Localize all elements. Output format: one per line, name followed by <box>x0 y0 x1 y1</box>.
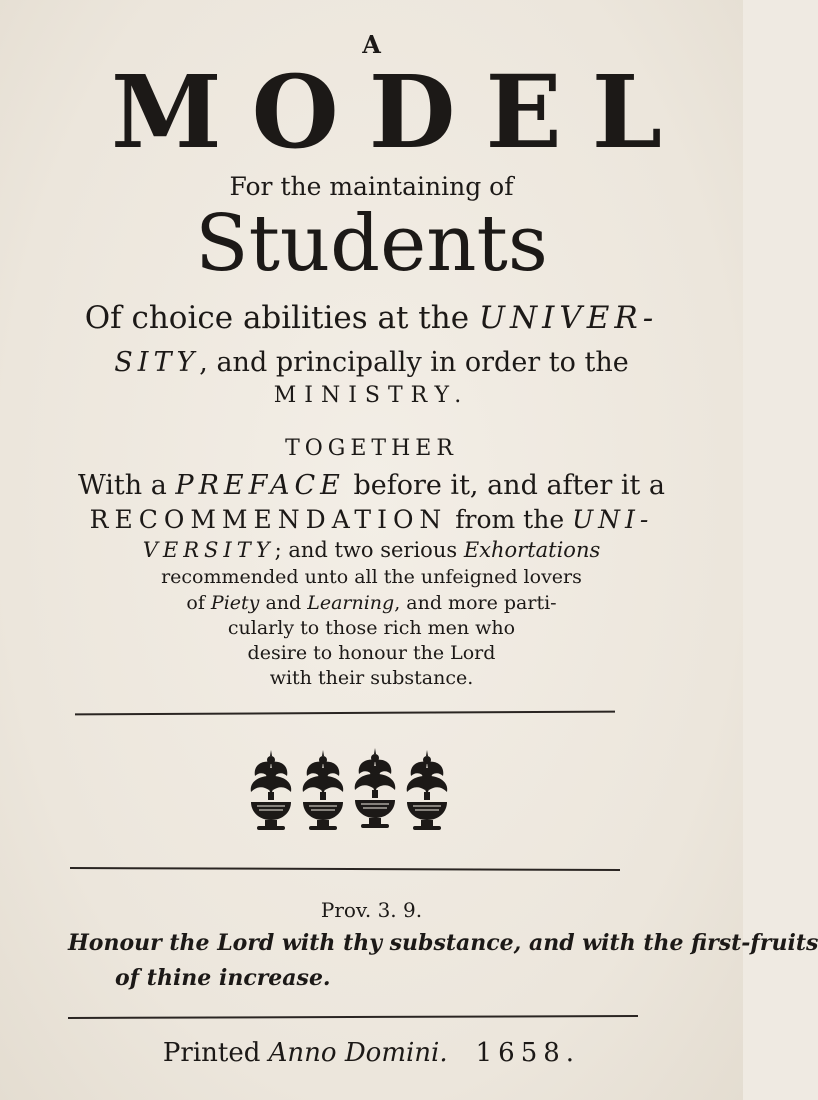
desire-line: desire to honour the Lord <box>247 642 496 664</box>
divider-rule <box>75 711 615 716</box>
piety-of: of <box>186 592 211 614</box>
piety-word: Piety <box>210 592 260 614</box>
learning-word: Learning <box>307 592 395 614</box>
imprint-year: 1658. <box>475 1038 581 1068</box>
substance-line: with their substance. <box>269 667 474 689</box>
choice-text: Of choice abilities at the <box>84 300 479 336</box>
divider-rule <box>68 1015 638 1019</box>
preface-word: PREFACE <box>175 470 345 501</box>
flower-vase-ornament-icon <box>245 740 455 840</box>
preface-line <box>0 470 743 501</box>
piety-post: , and more parti- <box>394 592 557 614</box>
scripture-line-2: of thine increase. <box>115 965 331 991</box>
recommended-line: recommended unto all the unfeigned lovers <box>161 566 582 588</box>
recommend-from: from the <box>447 505 573 534</box>
imprint-anno-domini: Anno Domini. <box>268 1038 448 1068</box>
exhortations-word: Exhortations <box>463 538 601 562</box>
piety-and: and <box>259 592 308 614</box>
imprint-printed: Printed <box>162 1038 269 1068</box>
recommend-uni: UNI- <box>572 505 654 534</box>
versity-mid: ; and two serious <box>274 538 464 562</box>
sity-rest-text: , and principally in order to the <box>199 347 629 378</box>
subtitle-sity-line <box>0 347 743 378</box>
versity-line <box>0 538 743 562</box>
witha-post: before it, and after it a <box>344 470 666 501</box>
recommendation-line <box>0 505 743 534</box>
scripture-line-1: Honour the Lord with thy substance, and with the first-fruits <box>68 930 818 956</box>
sity-text: SITY <box>114 347 200 378</box>
witha-pre: With a <box>77 470 176 501</box>
title-students: Students <box>195 199 548 289</box>
piety-line <box>0 592 743 614</box>
imprint-line <box>0 1038 743 1068</box>
recommendation-word: RECOMMENDATION <box>89 505 448 534</box>
title-article: A <box>362 30 381 59</box>
subtitle-choice-line <box>0 300 743 337</box>
together-heading: TOGETHER <box>285 436 458 461</box>
scripture-reference: Prov. 3. 9. <box>320 898 423 922</box>
subtitle-for-line: For the maintaining of <box>229 172 514 201</box>
versity-word: VERSITY <box>142 538 275 562</box>
subtitle-ministry: MINISTRY. <box>273 383 470 408</box>
title-model: MODEL <box>110 53 693 171</box>
univer-text: UNIVER- <box>478 300 659 336</box>
cularly-line: cularly to those rich men who <box>227 617 516 639</box>
divider-rule <box>70 867 620 871</box>
